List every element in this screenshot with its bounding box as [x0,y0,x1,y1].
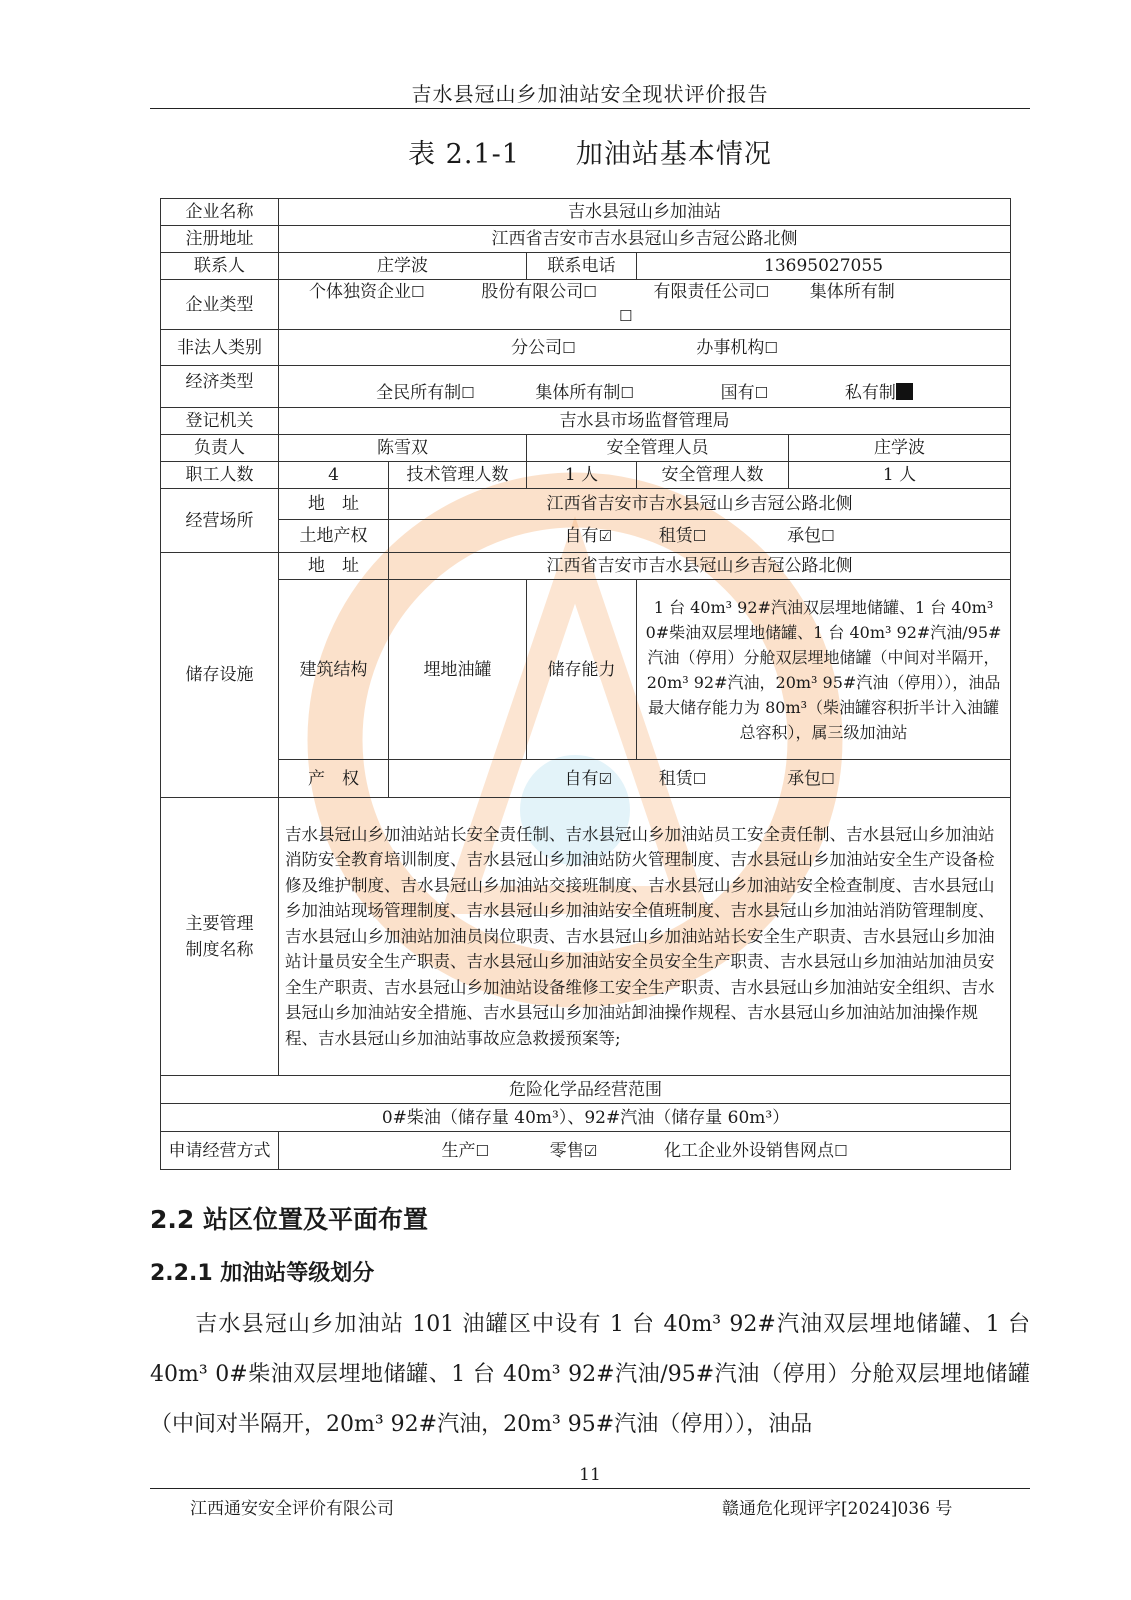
econ-opt3: 国有 [720,383,755,403]
apply-options [279,1132,1011,1170]
property-label: 产 权 [279,760,389,798]
checkbox-checked-icon: ☑ [598,769,612,788]
checkbox-empty-icon: ☐ [692,527,707,545]
page-number: 11 [579,1465,601,1485]
site-label: 经营场所 [161,489,279,553]
checkbox-empty-icon: ☐ [475,1141,489,1160]
nonlegal-opt1: 分公司 [511,337,563,358]
checkbox-empty-icon: ☐ [821,527,835,545]
reg-org: 吉水县市场监督管理局 [279,408,1011,435]
nonlegal-options [279,330,1011,366]
property-options [389,760,1011,798]
nonlegal-opt2: 办事机构 [696,337,765,358]
apply-label: 申请经营方式 [161,1132,279,1170]
reg-org-label: 登记机关 [161,408,279,435]
rules: 吉水县冠山乡加油站站长安全责任制、吉水县冠山乡加油站员工安全责任制、吉水县冠山乡加油站消防安全教育培训制度、吉水县冠山乡加油站防火管理制度、吉水县冠山乡加油站安全生产设备检修及维护制度、吉水县冠山乡加油站交接班制度、吉水县冠山乡加油站安全检查制度、吉水县冠山乡加油站现场管理制度、吉水县冠山乡加油站安全值班制度、吉水县冠山乡加油站消防管理制度、吉水县冠山乡加油站加油员岗位职责、吉水县冠山乡加油站站长安全生产职责、吉水县冠山乡加油站计量员安全生产职责、吉水县冠山乡加油站安全员安全生产职责、吉水县冠山乡加油站加油员安全生产职责、吉水县冠山乡加油站设备维修工安全生产职责、吉水县冠山乡加油站安全组织、吉水县冠山乡加油站安全措施、吉水县冠山乡加油站卸油操作规程、吉水县冠山乡加油站加油操作规程、吉水县冠山乡加油站事故应急救援预案等; [279,798,1011,1076]
structure: 埋地油罐 [389,580,527,760]
checkbox-empty-icon: ☐ [764,338,778,357]
checkbox-empty-icon: ☐ [755,283,769,301]
econ-opt2: 集体所有制 [535,383,621,403]
storage-address: 江西省吉安市吉水县冠山乡吉冠公路北侧 [389,553,1011,580]
checkbox-checked-icon: ☑ [583,1141,598,1160]
capacity-label: 储存能力 [527,580,637,760]
reg-address: 江西省吉安市吉水县冠山乡吉冠公路北侧 [279,226,1011,253]
contact: 庄学波 [279,253,527,280]
enterprise-name: 吉水县冠山乡加油站 [279,199,1011,226]
phone-label: 联系电话 [527,253,637,280]
body-paragraph [150,1300,1030,1450]
checkbox-checked-icon: ☑ [598,527,612,545]
ent-type-opt2: 股份有限公司 [481,282,584,302]
capacity: 1 台 40m³ 92#汽油双层埋地储罐、1 台 40m³ 0#柴油双层埋地储罐、1 台 40m³ 92#汽油/95#汽油（停用）分舱双层埋地储罐（中间对半隔开，20m³ 92#汽油，20m³ 95#汽油（停用）），油品最大储存能力为 80m³（柴油罐容积折半计入油罐总容积），属三级加油站 [637,580,1011,760]
apply-opt2: 零售 [549,1140,584,1161]
contact-label: 联系人 [161,253,279,280]
principal: 陈雪双 [279,435,527,462]
checkbox-empty-icon: ☐ [583,283,597,301]
econ-opt1: 全民所有制 [376,383,462,403]
enterprise-type-label: 企业类型 [161,280,279,330]
ent-type-opt4: 集体所有制 [809,282,895,302]
ent-type-opt1: 个体独资企业 [309,282,411,302]
header-rule [150,108,1030,109]
apply-opt3: 化工企业外设销售网点 [664,1140,835,1161]
structure-label: 建筑结构 [279,580,389,760]
rules-label [161,798,279,1076]
safety-mgr: 庄学波 [789,435,1011,462]
checkbox-empty-icon: ☐ [619,307,633,325]
land-own: 自有 [564,526,599,546]
storage-addr-label: 地 址 [279,553,389,580]
checkbox-empty-icon: ☐ [461,384,475,402]
prop-contract: 承包 [787,768,822,789]
land-options [389,520,1011,553]
checkbox-empty-icon: ☐ [692,769,707,788]
prop-lease: 租赁 [658,768,693,789]
rules-label-text: 主要管理制度名称 [185,913,254,960]
prop-own: 自有 [564,768,599,789]
footer-company: 江西通安安全评价有限公司 [190,1499,394,1519]
land-lease: 租赁 [658,526,693,546]
apply-opt1: 生产 [441,1140,476,1161]
staff-label: 职工人数 [161,462,279,489]
enterprise-name-label: 企业名称 [161,199,279,226]
page-header-title: 吉水县冠山乡加油站安全现状评价报告 [411,82,769,106]
phone: 13695027055 [637,253,1011,280]
principal-label: 负责人 [161,435,279,462]
site-address: 江西省吉安市吉水县冠山乡吉冠公路北侧 [389,489,1011,520]
nonlegal-label: 非法人类别 [161,330,279,366]
checkbox-empty-icon: ☐ [411,283,425,301]
checkbox-empty-icon: ☐ [562,338,576,357]
safety-count-label: 安全管理人数 [637,462,789,489]
land-contract: 承包 [787,526,822,546]
economy-type-options [279,366,1011,408]
tech: 1 人 [527,462,637,489]
checkbox-empty-icon: ☐ [620,384,634,402]
tech-label: 技术管理人数 [389,462,527,489]
section-heading: 2.2 站区位置及平面布置 [150,1205,428,1234]
ent-type-opt3: 有限责任公司 [653,282,756,302]
hazard-scope-label: 危险化学品经营范围 [161,1076,1011,1104]
reg-address-label: 注册地址 [161,226,279,253]
checkbox-empty-icon: ☐ [834,1141,848,1160]
station-info-table [160,198,1011,1170]
body-paragraph-text: 吉水县冠山乡加油站 101 油罐区中设有 1 台 40m³ 92#汽油双层埋地储罐、1 台 40m³ 0#柴油双层埋地储罐、1 台 40m³ 92#汽油/95#汽油（停用）分舱双层埋地储罐（中间对半隔开，20m³ 92#汽油，20m³ 95#汽油（停用）），油品 [150,1312,1030,1437]
hazard-scope: 0#柴油（储存量 40m³）、92#汽油（储存量 60m³） [161,1104,1011,1132]
storage-label: 储存设施 [161,553,279,798]
footer-rule [150,1488,1030,1489]
safety-mgr-label: 安全管理人员 [527,435,789,462]
subsection-heading: 2.2.1 加油站等级划分 [150,1261,375,1286]
safety-count: 1 人 [789,462,1011,489]
land-label: 土地产权 [279,520,389,553]
staff: 4 [279,462,389,489]
site-addr-label: 地 址 [279,489,389,520]
footer-doc-number: 赣通危化现评字[2024]036 号 [722,1499,953,1519]
economy-type-label: 经济类型 [161,366,279,408]
econ-opt4: 私有制 [844,383,896,403]
enterprise-type-options [279,280,1011,330]
checkbox-filled-icon [896,383,913,400]
table-caption: 表 2.1-1 加油站基本情况 [408,139,772,170]
checkbox-empty-icon: ☐ [821,769,835,788]
checkbox-empty-icon: ☐ [754,384,769,402]
